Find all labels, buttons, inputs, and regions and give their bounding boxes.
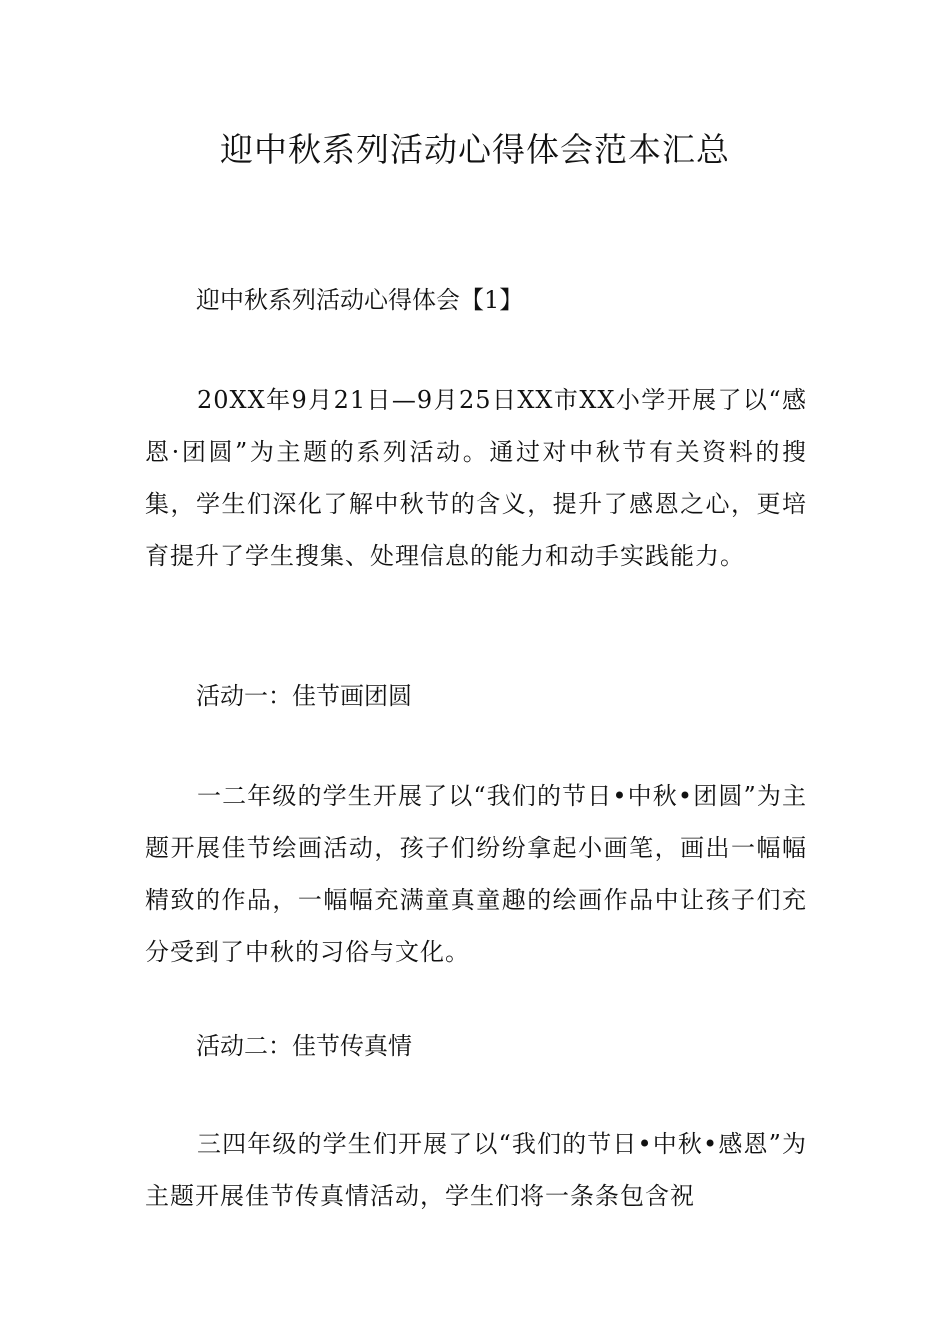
activity1-heading: 活动一：佳节画团圆	[196, 682, 412, 710]
activity1-paragraph: 一二年级的学生开展了以“我们的节日•中秋•团圆”为主题开展佳节绘画活动，孩子们纷纷拿起小画笔，画出一幅幅精致的作品，一幅幅充满童真童趣的绘画作品中让孩子们充分受到了中秋的习俗与文化。	[145, 782, 807, 966]
document-title: 迎中秋系列活动心得体会范本汇总	[220, 130, 730, 169]
activity2-paragraph: 三四年级的学生们开展了以“我们的节日•中秋•感恩”为主题开展佳节传真情活动，学生们将一条条包含祝	[145, 1130, 807, 1210]
section-heading: 迎中秋系列活动心得体会【1】	[196, 286, 524, 314]
intro-paragraph: 20XX年9月21日—9月25日XX市XX小学开展了以“感恩·团圆”为主题的系列活动。通过对中秋节有关资料的搜集，学生们深化了解中秋节的含义，提升了感恩之心，更培育提升了学生搜集、处理信息的能力和动手实践能力。	[145, 386, 807, 570]
activity2-heading: 活动二：佳节传真情	[196, 1032, 412, 1060]
